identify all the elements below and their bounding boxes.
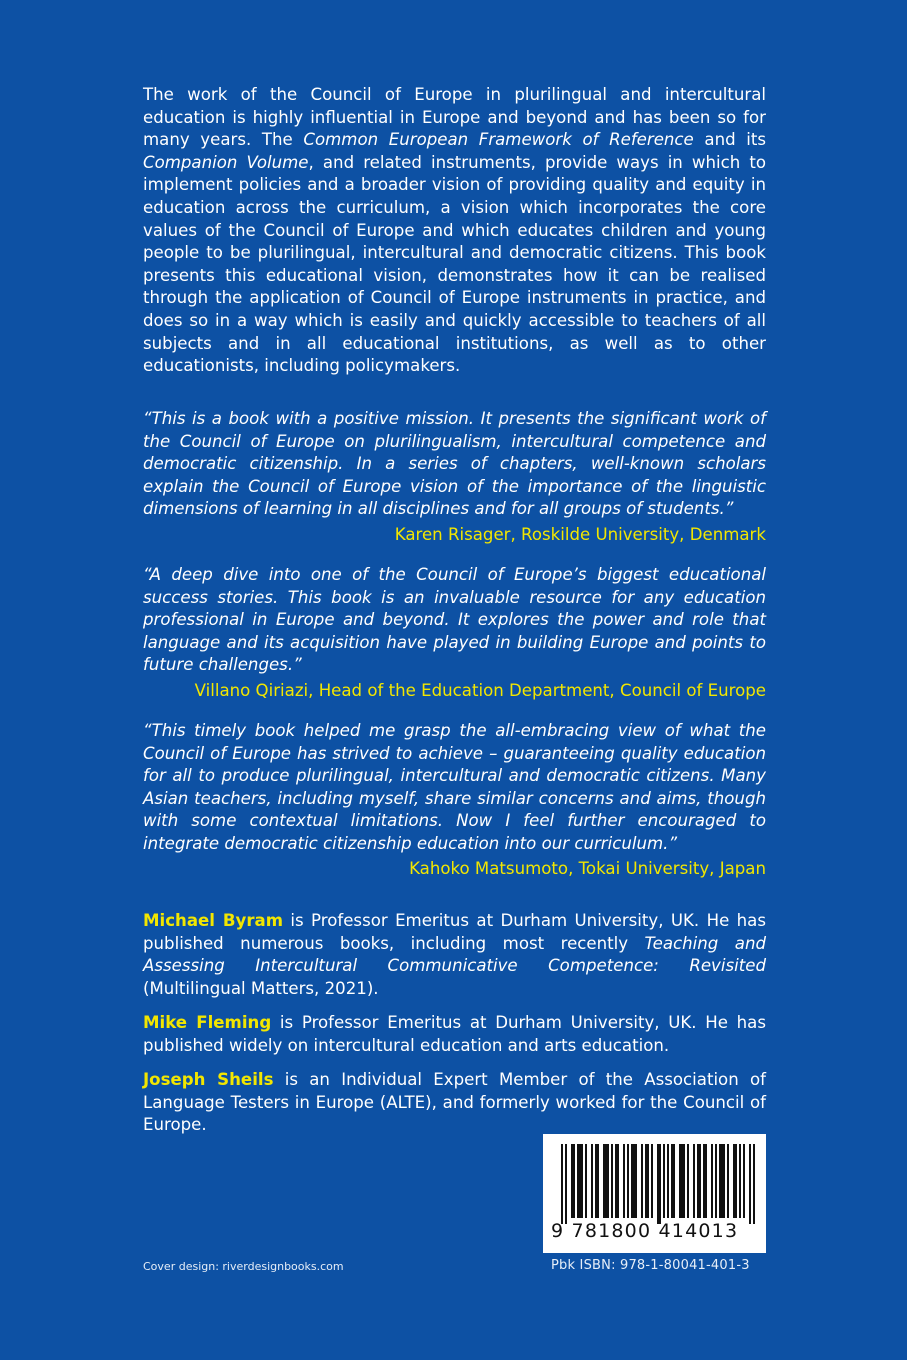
barcode-bar	[679, 1144, 681, 1218]
barcode-bar	[743, 1144, 745, 1218]
barcode-bar	[657, 1144, 659, 1224]
barcode-bar	[705, 1144, 707, 1218]
endorsement-quote-3: “This timely book helped me grasp the all-embracing view of what the Council of Europe has strived to achieve – guaranteeing quality education for all to produce plurilingual, intercultural and democratic citizens. Many Asian teachers, including myself, share similar concerns and aims, though with some contextual limitations. Now I feel further encouraged to integrate democratic citizenship education into our curriculum.”	[143, 721, 766, 853]
endorsement-quote-1: “This is a book with a positive mission. It presents the significant work of the Council of Europe on plurilingualism, intercultural competence and democratic citizenship. In a series of chapters, well-known scholars explain the Council of Europe vision of the importance of the linguistic dimensions of learning in all disciplines and for all groups of students.”	[143, 409, 766, 519]
barcode-bar	[663, 1144, 665, 1218]
author-name-1: Michael Byram	[143, 911, 284, 930]
barcode-bar	[727, 1144, 729, 1218]
barcode-bar	[645, 1144, 647, 1218]
barcode-bar	[627, 1144, 629, 1218]
barcode-bar	[615, 1144, 617, 1218]
barcode-bar	[603, 1144, 605, 1218]
barcode-bar	[711, 1144, 713, 1218]
author-bio-1: Michael Byram is Professor Emeritus at Durham University, UK. He has published numerous books, including most recently Teaching and Assessing Intercultural Communicative Competence: Revisited (Multilingual Matters, 2021).	[143, 911, 766, 998]
author-bio-3: Joseph Sheils is an Individual Expert Member of the Association of Language Testers in Europe (ALTE), and formerly worked for the Council of Europe.	[143, 1070, 766, 1135]
barcode-bar	[699, 1144, 701, 1218]
barcode-bar	[733, 1144, 735, 1218]
barcode-bar	[693, 1144, 695, 1218]
barcode-bar	[683, 1144, 685, 1218]
author-name-3: Joseph Sheils	[143, 1070, 274, 1089]
barcode-bar	[591, 1144, 593, 1218]
barcode-bar	[617, 1144, 619, 1218]
barcode-bar	[721, 1144, 723, 1218]
barcode-bar	[561, 1144, 563, 1224]
barcode-bar	[573, 1144, 575, 1218]
barcode-bar	[631, 1144, 633, 1218]
barcode-bar	[597, 1144, 599, 1218]
isbn-barcode	[543, 1134, 766, 1253]
barcode-bar	[641, 1144, 643, 1218]
cover-design-credit: Cover design: riverdesignbooks.com	[143, 1260, 344, 1273]
barcode-bar	[581, 1144, 583, 1218]
barcode-bar	[595, 1144, 597, 1218]
endorsement-attribution-1: Karen Risager, Roskilde University, Denmark	[394, 525, 766, 544]
barcode-bar	[635, 1144, 637, 1218]
endorsement-attribution-2: Villano Qiriazi, Head of the Education Department, Council of Europe	[194, 681, 766, 700]
barcode-bar	[749, 1144, 751, 1224]
barcode-bar	[633, 1144, 635, 1218]
author-bio-2: Mike Fleming is Professor Emeritus at Durham University, UK. He has published widely on intercultural education and arts education.	[143, 1013, 766, 1055]
book-title: Teaching and Assessing Intercultural Communicative Competence: Revisited	[143, 933, 766, 976]
barcode-bar	[739, 1144, 741, 1218]
barcode-bar	[565, 1144, 567, 1224]
barcode-bar	[723, 1144, 725, 1218]
barcode-bar	[703, 1144, 705, 1218]
barcode-bar	[715, 1144, 717, 1218]
cefr-title: Common European Framework of Reference	[303, 130, 694, 150]
barcode-bar	[671, 1144, 673, 1218]
barcode-bar	[719, 1144, 721, 1218]
barcode-bar	[605, 1144, 607, 1218]
author-name-2: Mike Fleming	[143, 1013, 272, 1032]
barcode-bar	[623, 1144, 625, 1218]
barcode-bar	[611, 1144, 613, 1218]
barcode-bar	[697, 1144, 699, 1218]
barcode-bar	[681, 1144, 683, 1218]
barcode-bar	[667, 1144, 669, 1218]
barcode-bar	[577, 1144, 579, 1218]
endorsement-attribution-3: Kahoko Matsumoto, Tokai University, Japan	[409, 859, 766, 878]
barcode-bar	[571, 1144, 573, 1218]
barcode-bar	[579, 1144, 581, 1218]
isbn-text: Pbk ISBN: 978-1-80041-401-3	[551, 1258, 750, 1273]
barcode-bar	[735, 1144, 737, 1218]
barcode-bar	[647, 1144, 649, 1218]
intro-paragraph: The work of the Council of Europe in plurilingual and intercultural education is highly influential in Europe and beyond and has been so for many years. The Common European Framework of Reference and its Companion Volume, and related instruments, provide ways in which to implement policies and a broader vision of providing quality and equity in education across the curriculum, a vision which incorporates the core values of the Council of Europe and which educates children and young people to be plurilingual, intercultural and democratic citizens. This book presents this educational vision, demonstrates how it can be realised through the application of Council of Europe instruments in practice, and does so in a way which is easily and quickly accessible to teachers of all subjects and in all educational institutions, as well as to other educationists, including policymakers.	[143, 85, 767, 376]
barcode-bar	[659, 1144, 661, 1224]
barcode-bar	[585, 1144, 587, 1218]
barcode-digits: 9 781800 414013	[551, 1220, 739, 1242]
endorsement-quote-2: “A deep dive into one of the Council of Europe’s biggest educational success stories. This book is an invaluable resource for any education professional in Europe and beyond. It explores the power and role that language and its acquisition have played in building Europe and points to future challenges.”	[143, 565, 766, 675]
barcode-bar	[673, 1144, 675, 1218]
barcode-bar	[607, 1144, 609, 1218]
barcode-bar	[753, 1144, 755, 1224]
barcode-bar	[651, 1144, 653, 1218]
barcode-bar	[687, 1144, 689, 1218]
companion-title: Companion Volume	[143, 152, 309, 172]
